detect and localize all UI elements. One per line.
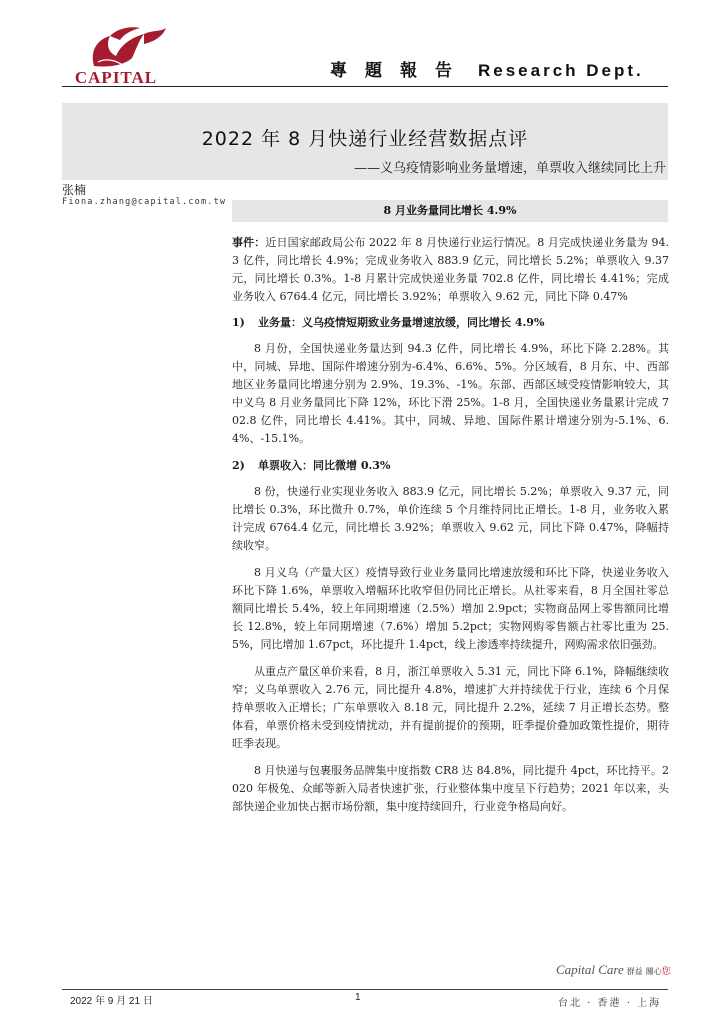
author-email: Fiona.zhang@capital.com.tw [62, 197, 227, 207]
brand-chinese-end: 您 [661, 966, 671, 976]
capital-logo [60, 22, 172, 88]
footer-date: 2022 年 9 月 21 日 [70, 996, 153, 1007]
paragraph-revenue: 8 份，快递行业实现业务收入 883.9 亿元，同比增长 5.2%；单票收入 9.37 元，同比增长 0.3%，环比微升 0.7%，单价连续 5 个月维持同比正增长。1-8 月，业务收入累计完成 6764.4 亿元，同比增长 3.92%；单票收入 9.62 元，同比下降 0.47%，降幅持续收窄。 [232, 485, 669, 552]
paragraph-yiwu: 8 月义乌（产量大区）疫情导致行业业务量同比增速放缓和环比下降，快递业务收入环比下降 1.6%，单票收入增幅环比收窄但仍同比正增长。从社零来看，8 月全国社零总额同比增长 5.4%，较上年同期增速（2.5%）增加 2.9pct；实物商品网上零售额同比增长 12.8%，较上年同期增速（7.6%）增加 5.2pct；实物网购零售额占社零比重为 25.5%，同比增加 1.67pct，环比提升 1.4pct，线上渗透率持续提升，网购需求依旧强劲。 [232, 566, 669, 651]
heading-text: 业务量：义乌疫情短期致业务量增速放缓，同比增长 4.9% [258, 316, 545, 329]
footer-cities: 台北 · 香港 · 上海 [558, 998, 662, 1009]
author-name: 张楠 [62, 183, 87, 197]
brand-chinese-care: 關心 [645, 967, 662, 976]
capital-care-brand [556, 962, 671, 978]
section-header: 8 月业务量同比增长 4.9% [232, 200, 668, 222]
dept-chinese: 專題報告 [330, 61, 470, 80]
heading-number: 2) [232, 459, 245, 472]
brand-chinese: 群益 [626, 967, 643, 976]
event-label: 事件： [232, 236, 266, 249]
heading-text: 单票收入：同比微增 0.3% [258, 459, 391, 472]
paragraph-unit-price: 从重点产量区单价来看，8 月，浙江单票收入 5.31 元，同比下降 6.1%，降幅继续收窄；义乌单票收入 2.76 元，同比提升 4.8%，增速扩大并持续优于行业，连续 6 个月保持单票收入正增长；广东单票收入 8.18 元，同比提升 2.2%，延续 7 月正增长态势。整体看，单票价格未受到疫情扰动，并有提前提价的预期，旺季提价叠加政策性提价，期待旺季表现。 [232, 665, 669, 750]
paragraph-concentration: 8 月快递与包裹服务品牌集中度指数 CR8 达 84.8%，同比提升 4pct，环比持平。2020 年极兔、众邮等新入局者快速扩张，行业整体集中度呈下行趋势；2021 年以来，头部快递企业加快占据市场份额，集中度持续回升，行业竞争格局向好。 [232, 764, 669, 813]
page-number: 1 [355, 992, 361, 1003]
footer-rule [62, 989, 668, 990]
logo-text: CAPITAL [74, 68, 158, 87]
heading-unit-revenue [232, 457, 669, 475]
heading-business-volume [232, 314, 669, 332]
eagle-logo-icon [60, 22, 172, 70]
header-rule [62, 86, 668, 87]
paragraph-volume: 8 月份，全国快递业务量达到 94.3 亿件，同比增长 4.9%，环比下降 2.28%。其中，同城、异地、国际件增速分别为-6.4%、6.6%、5%。分区域看，8 月东、中、西部地区业务量同比增速分别为 2.9%、19.3%、-1%。东部、西部区域受疫情影响较大，其中义乌 8 月业务量同比下降 12%，环比下滑 25%。1-8 月，全国快递业务量累计完成 702.8 亿件，同比增长 4.41%。其中，同城、异地、国际件累计增速分别为-5.1%、6.4%、-15.1%。 [232, 342, 669, 445]
report-body [232, 234, 669, 825]
department-label [330, 56, 644, 81]
heading-number: 1) [232, 316, 245, 329]
brand-english: Capital Care [556, 962, 624, 977]
event-text: 近日国家邮政局公布 2022 年 8 月快递行业运行情况。8 月完成快递业务量为 94.3 亿件，同比增长 4.9%；完成业务收入 883.9 亿元，同比增长 5.2%；单票收入 9.37 元，同比增长 0.3%。1-8 月累计完成快递业务量 702.8 亿件，同比增长 4.41%；完成业务收入 6764.4 亿元，同比增长 3.92%；单票收入 9.62 元，同比下降 0.47% [232, 236, 669, 303]
report-title: 2022 年 8 月快递行业经营数据点评 [201, 128, 529, 150]
event-paragraph [232, 234, 669, 306]
report-subtitle: ——义乌疫情影响业务量增速，单票收入继续同比上升 [353, 161, 666, 176]
dept-english: Research Dept. [478, 61, 644, 80]
